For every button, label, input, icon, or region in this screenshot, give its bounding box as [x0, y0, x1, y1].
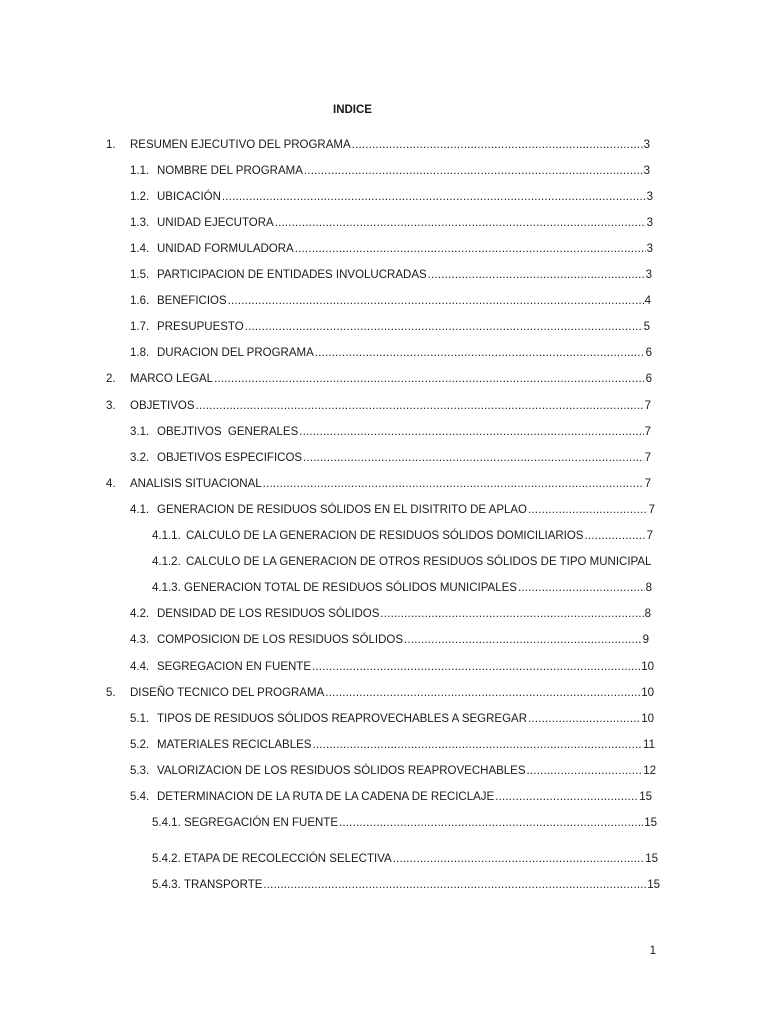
toc-label: UBICACIÓN [157, 191, 221, 203]
toc-label: COMPOSICION DE LOS RESIDUOS SÓLIDOS [157, 634, 404, 646]
toc-label: UNIDAD EJECUTORA [157, 217, 274, 229]
toc-leader [393, 851, 645, 867]
toc-entry [130, 502, 655, 518]
toc-page: 7 [648, 504, 655, 516]
toc-number: 2. [106, 373, 116, 385]
toc-leader [222, 189, 646, 205]
toc-entry [130, 763, 656, 779]
toc-page: 7 [644, 426, 651, 438]
toc-entry [130, 163, 650, 179]
toc-page: 3 [646, 243, 653, 255]
toc-label: ETAPA DE RECOLECCIÓN SELECTIVA [184, 853, 392, 865]
toc-leader [325, 685, 640, 701]
toc-page: 8 [644, 608, 651, 620]
toc-page: 7 [644, 478, 651, 490]
toc-label: DETERMINACION DE LA RUTA DE LA CADENA DE RECICLAJE [157, 791, 495, 803]
toc-leader [263, 877, 646, 893]
toc-page: 6 [645, 373, 652, 385]
toc-entry [130, 450, 651, 466]
toc-label: ANALISIS SITUACIONAL [130, 478, 262, 490]
toc-entry [130, 241, 653, 257]
toc-number: 1.1. [130, 165, 150, 177]
toc-label: NOMBRE DEL PROGRAMA [157, 165, 303, 177]
toc-label: PRESUPUESTO [157, 321, 244, 333]
toc-leader [495, 789, 638, 805]
toc-leader [315, 345, 645, 361]
toc-number: 3.2. [130, 452, 150, 464]
toc-page: 10 [641, 661, 654, 673]
toc-number: 4. [106, 478, 116, 490]
toc-page: 10 [641, 687, 654, 699]
toc-number: 5.4.3. [152, 879, 181, 891]
toc-leader [584, 528, 645, 544]
toc-page: 3 [646, 217, 653, 229]
toc-entry [106, 476, 651, 492]
toc-page: 3 [643, 139, 650, 151]
toc-number: 4.1. [130, 504, 150, 516]
toc-entry [152, 528, 653, 544]
toc-label: GENERACION DE RESIDUOS SÓLIDOS EN EL DISITRITO DE APLAO [157, 504, 528, 516]
toc-page: 15 [647, 879, 660, 891]
toc-entry [152, 877, 660, 893]
toc-leader [303, 450, 644, 466]
toc-label: UNIDAD FORMULADORA [157, 243, 294, 255]
toc-label: RESUMEN EJECUTIVO DEL PROGRAMA [130, 139, 351, 151]
toc-label: CALCULO DE LA GENERACION DE OTROS RESIDUOS SÓLIDOS DE TIPO MUNICIPAL [186, 556, 652, 568]
toc-number: 4.1.3. [152, 582, 181, 594]
toc-page: 3 [646, 191, 653, 203]
toc-page: 8 [645, 582, 652, 594]
toc-page: 4 [644, 295, 651, 307]
toc-entry [130, 189, 653, 205]
toc-entry [130, 632, 649, 648]
toc-label: GENERACION TOTAL DE RESIDUOS SÓLIDOS MUNICIPALES [184, 582, 517, 594]
toc-label: DISEÑO TECNICO DEL PROGRAMA [130, 687, 325, 699]
toc-leader [214, 371, 645, 387]
toc-number: 1.6. [130, 295, 150, 307]
toc-leader [275, 215, 646, 231]
toc-label: PARTICIPACION DE ENTIDADES INVOLUCRADAS [157, 269, 427, 281]
toc-number: 5. [106, 687, 116, 699]
toc-number: 5.1. [130, 713, 150, 725]
toc-page: 12 [643, 765, 656, 777]
toc-leader [312, 659, 640, 675]
toc-entry [106, 685, 654, 701]
toc-entry [130, 293, 651, 309]
toc-leader [312, 737, 642, 753]
toc-leader [428, 267, 645, 283]
toc-number: 5.4.2. [152, 853, 181, 865]
toc-label: CALCULO DE LA GENERACION DE RESIDUOS SÓLIDOS DOMICILIARIOS [186, 530, 584, 542]
toc-leader [245, 319, 643, 335]
toc-leader [304, 163, 643, 179]
index-title: INDICE [333, 104, 372, 116]
toc-label: TIPOS DE RESIDUOS SÓLIDOS REAPROVECHABLES A SEGREGAR [157, 713, 528, 725]
toc-entry [152, 851, 658, 867]
toc-leader [295, 241, 646, 257]
toc-leader [528, 502, 648, 518]
toc-number: 1.7. [130, 321, 150, 333]
toc-leader [263, 476, 644, 492]
toc-label: OBJETIVOS [130, 400, 195, 412]
toc-entry [106, 137, 650, 153]
toc-entry [130, 319, 650, 335]
toc-label: DENSIDAD DE LOS RESIDUOS SÓLIDOS [157, 608, 380, 620]
toc-entry [106, 371, 652, 387]
toc-number: 4.1.2. [152, 556, 181, 568]
toc-label: TRANSPORTE [184, 879, 263, 891]
toc-page: 7 [644, 452, 651, 464]
toc-entry [130, 345, 652, 361]
toc-leader [196, 398, 644, 414]
toc-leader [527, 763, 643, 779]
toc-number: 1.5. [130, 269, 150, 281]
toc-page: 3 [643, 165, 650, 177]
toc-number: 4.3. [130, 634, 150, 646]
toc-label: DURACION DEL PROGRAMA [157, 347, 314, 359]
toc-entry [130, 659, 654, 675]
toc-leader [299, 424, 643, 440]
toc-page: 9 [642, 634, 649, 646]
toc-number: 1.3. [130, 217, 150, 229]
toc-entry [106, 398, 651, 414]
toc-page: 10 [641, 713, 654, 725]
toc-label: SEGREGACIÓN EN FUENTE [184, 817, 338, 829]
toc-label: VALORIZACION DE LOS RESIDUOS SÓLIDOS REAPROVECHABLES [157, 765, 526, 777]
toc-entry [130, 737, 655, 753]
toc-page: 15 [644, 817, 657, 829]
toc-number: 1. [106, 139, 116, 151]
toc-entry [130, 267, 652, 283]
page-number: 1 [649, 945, 656, 957]
toc-label: BENEFICIOS [157, 295, 227, 307]
toc-page: 7 [644, 400, 651, 412]
toc-number: 5.2. [130, 739, 150, 751]
toc-number: 5.4. [130, 791, 150, 803]
toc-leader [528, 711, 640, 727]
toc-label: OBJETIVOS ESPECIFICOS [157, 452, 303, 464]
toc-number: 1.8. [130, 347, 150, 359]
toc-leader [404, 632, 642, 648]
toc-label: OBEJTIVOS GENERALES [157, 426, 299, 438]
toc-number: 4.4. [130, 661, 150, 673]
toc-leader [380, 606, 643, 622]
toc-entry [152, 580, 652, 596]
toc-entry [130, 215, 653, 231]
toc-entry [130, 711, 654, 727]
toc-number: 5.3. [130, 765, 150, 777]
toc-page: 6 [645, 347, 652, 359]
toc-page: 15 [645, 853, 658, 865]
toc-page: 7 [646, 530, 653, 542]
toc-number: 3.1. [130, 426, 150, 438]
toc-entry [130, 606, 651, 622]
toc-entry [130, 789, 652, 805]
toc-entry [152, 815, 657, 831]
toc-leader [228, 293, 644, 309]
toc-leader [339, 815, 643, 831]
toc-leader [352, 137, 643, 153]
toc-label: SEGREGACION EN FUENTE [157, 661, 311, 673]
toc-page: 3 [645, 269, 652, 281]
toc-page: 15 [639, 791, 652, 803]
toc-number: 4.2. [130, 608, 150, 620]
toc-label: MARCO LEGAL [130, 373, 214, 385]
toc-number: 4.1.1. [152, 530, 181, 542]
toc-number: 3. [106, 400, 116, 412]
toc-number: 5.4.1. [152, 817, 181, 829]
toc-number: 1.4. [130, 243, 150, 255]
toc-number: 1.2. [130, 191, 150, 203]
toc-leader [518, 580, 645, 596]
toc-page: 5 [643, 321, 650, 333]
toc-label: MATERIALES RECICLABLES [157, 739, 312, 751]
toc-entry [152, 554, 652, 570]
toc-entry [130, 424, 651, 440]
toc-page: 11 [643, 739, 655, 751]
